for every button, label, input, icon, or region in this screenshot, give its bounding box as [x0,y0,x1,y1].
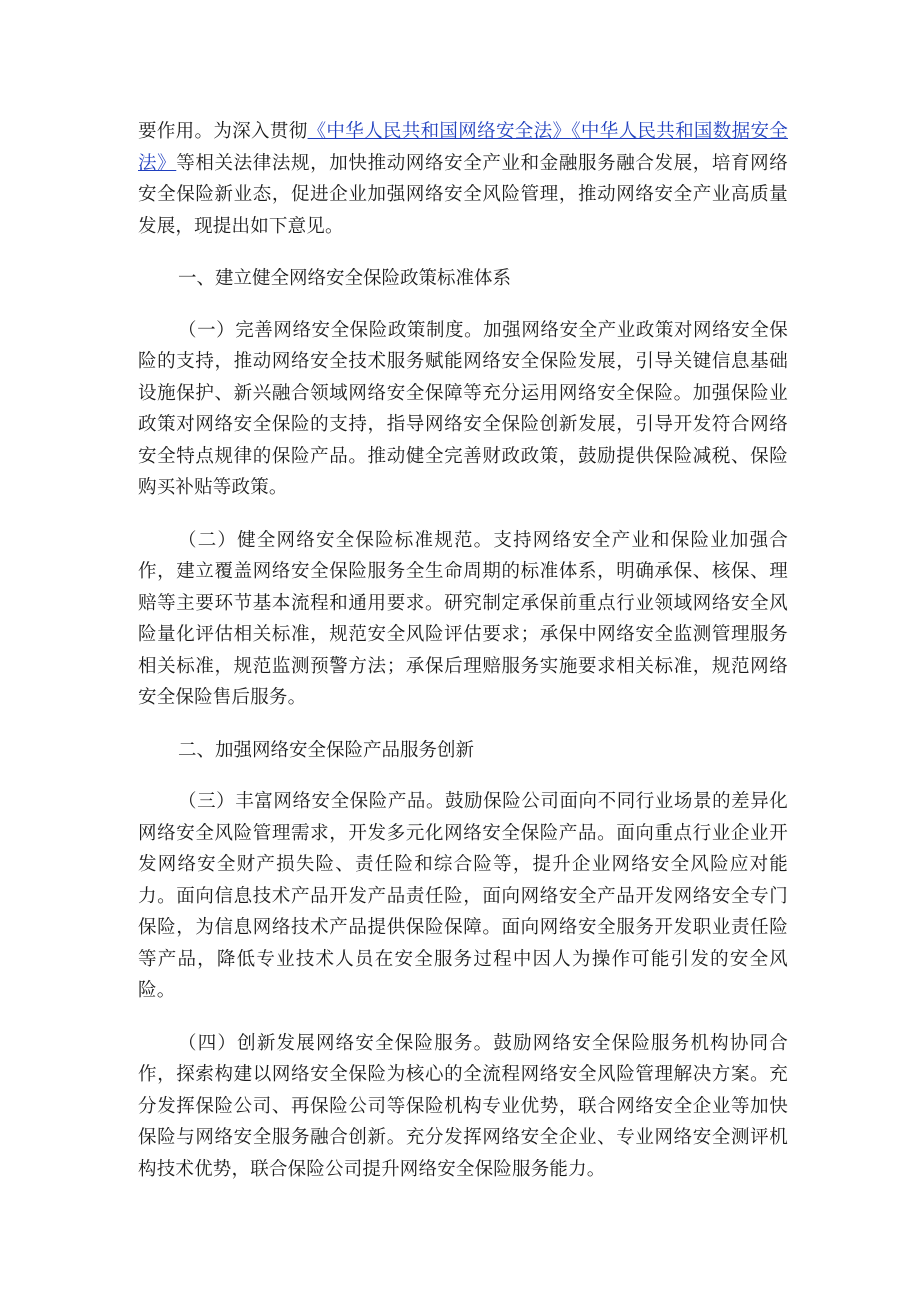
clause-1-paragraph: （一）完善网络安全保险政策制度。加强网络安全产业政策对网络安全保险的支持，推动网络安全技术服务赋能网络安全保险发展，引导关键信息基础设施保护、新兴融合领域网络安全保障等充分运用网络安全保险。加强保险业政策对网络安全保险的支持，指导网络安全保险创新发展，引导开发符合网络安全特点规律的保险产品。推动健全完善财政政策，鼓励提供保险减税、保险购买补贴等政策。 [138,319,788,498]
document-page [138,116,788,1185]
intro-text-before: 要作用。为深入贯彻 [138,121,308,142]
clause-2-paragraph: （二）健全网络安全保险标准规范。支持网络安全产业和保险业加强合作，建立覆盖网络安全保险服务全生命周期的标准体系，明确承保、核保、理赔等主要环节基本流程和通用要求。研究制定承保前重点行业领域网络安全风险量化评估相关标准，规范安全风险评估要求；承保中网络安全监测管理服务相关标准，规范监测预警方法；承保后理赔服务实施要求相关标准，规范网络安全保险售后服务。 [138,529,788,708]
intro-paragraph [138,116,788,242]
clause-4-paragraph: （四）创新发展网络安全保险服务。鼓励网络安全保险服务机构协同合作，探索构建以网络安全保险为核心的全流程网络安全风险管理解决方案。充分发挥保险公司、再保险公司等保险机构专业优势，联合网络安全企业等加快保险与网络安全服务融合创新。充分发挥网络安全企业、专业网络安全测评机构技术优势，联合保险公司提升网络安全保险服务能力。 [138,1032,788,1180]
clause-3-paragraph: （三）丰富网络安全保险产品。鼓励保险公司面向不同行业场景的差异化网络安全风险管理需求，开发多元化网络安全保险产品。面向重点行业企业开发网络安全财产损失险、责任险和综合险等，提升企业网络安全风险应对能力。面向信息技术产品开发产品责任险，面向网络安全产品开发网络安全专门保险，为信息网络技术产品提供保险保障。面向网络安全服务开发职业责任险等产品，降低专业技术人员在安全服务过程中因人为操作可能引发的安全风险。 [138,791,788,1001]
section-2-heading: 二、加强网络安全保险产品服务创新 [178,739,475,761]
section-1-heading: 一、建立健全网络安全保险政策标准体系 [178,268,512,289]
cybersecurity-law-link[interactable]: 《中华人民共和国网络安全法》 [307,121,572,142]
data-security-law-link[interactable]: 《中华人民共和国数据安全法》 [138,121,788,174]
intro-text-after: 等相关法律法规，加快推动网络安全产业和金融服务融合发展，培育网络安全保险新业态，促进企业加强网络安全风险管理，推动网络安全产业高质量发展，现提出如下意见。 [138,152,788,237]
